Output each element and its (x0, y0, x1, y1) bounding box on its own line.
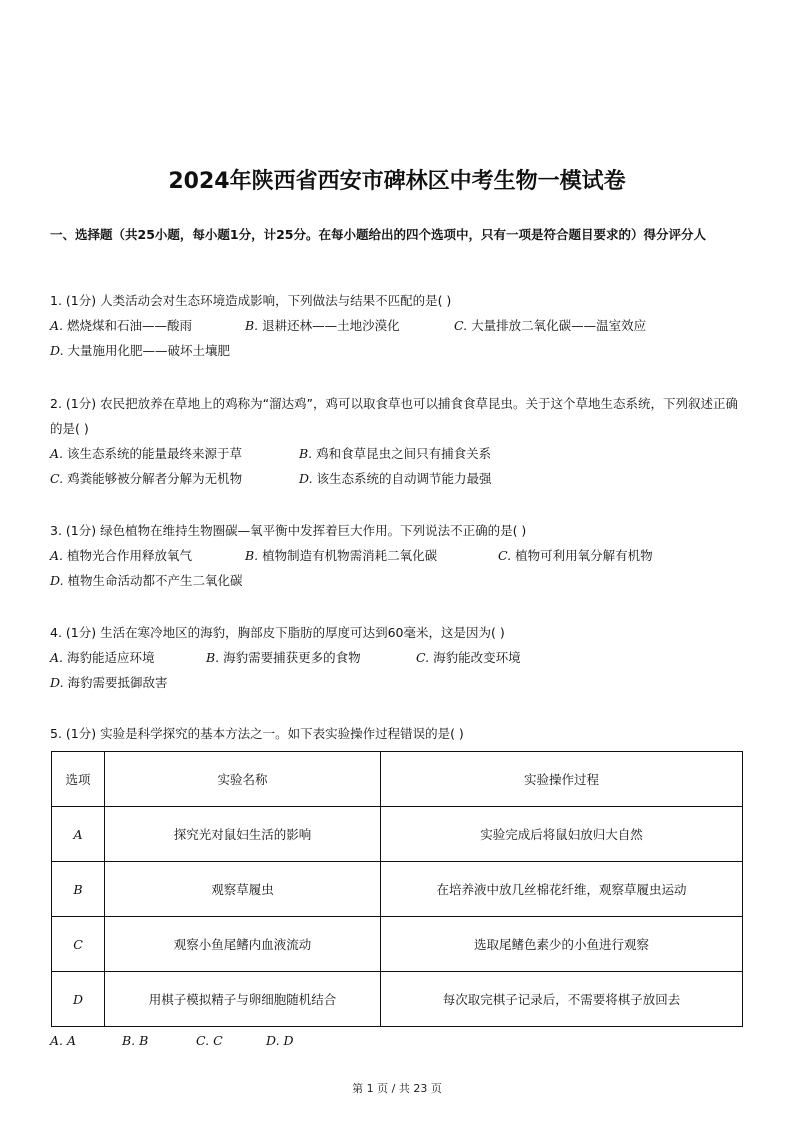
table-header-cell: 实验名称 (105, 752, 381, 807)
option-c[interactable]: C. C (196, 1033, 223, 1048)
option-b[interactable]: B. 植物制造有机物需消耗二氧化碳 (245, 548, 438, 563)
option-c[interactable]: C. 海豹能改变环境 (416, 650, 521, 665)
option-c[interactable]: C. 大量排放二氧化碳——温室效应 (454, 318, 647, 333)
question-stem: 1. (1分) 人类活动会对生态环境造成影响，下列做法与结果不匹配的是( ) (50, 293, 452, 308)
option-d[interactable]: D. 海豹需要抵御敌害 (50, 675, 168, 690)
option-a[interactable]: A. 植物光合作用释放氧气 (50, 548, 193, 563)
option-c[interactable]: C. 植物可利用氧分解有机物 (498, 548, 653, 563)
question-4 (50, 620, 750, 695)
table-cell: A (52, 807, 105, 862)
option-a[interactable]: A. 燃烧煤和石油——酸雨 (50, 318, 193, 333)
question-5-options (50, 1028, 450, 1053)
table-header-row (52, 752, 743, 807)
table-row (52, 972, 743, 1027)
table-header-cell: 实验操作过程 (381, 752, 743, 807)
option-d[interactable]: D. D (266, 1033, 294, 1048)
option-row (50, 645, 750, 670)
option-b[interactable]: B. 退耕还林——土地沙漠化 (245, 318, 400, 333)
table-row (52, 917, 743, 972)
section-heading: 一、选择题（共25小题，每小题1分，计25分。在每小题给出的四个选项中，只有一项是符合题目要求的）得分评分人 (50, 227, 706, 242)
exam-title: 2024年陕西省西安市碑林区中考生物一模试卷 (168, 169, 626, 194)
question-stem: 5. (1分) 实验是科学探究的基本方法之一。如下表实验操作过程错误的是( ) (50, 726, 464, 741)
table-cell: 探究光对鼠妇生活的影响 (105, 807, 381, 862)
table-cell: D (52, 972, 105, 1027)
option-a[interactable]: A. 该生态系统的能量最终来源于草 (50, 446, 243, 461)
table-row (52, 807, 743, 862)
table-cell: 每次取完棋子记录后，不需要将棋子放回去 (381, 972, 743, 1027)
option-row (50, 670, 750, 695)
option-row (50, 313, 750, 338)
page-footer: 第 1 页 / 共 23 页 (352, 1082, 442, 1095)
option-row (50, 543, 750, 568)
table-cell: 观察小鱼尾鳍内血液流动 (105, 917, 381, 972)
table-cell: 选取尾鳍色素少的小鱼进行观察 (381, 917, 743, 972)
option-d[interactable]: D. 大量施用化肥——破坏土壤肥 (50, 343, 231, 358)
option-d[interactable]: D. 植物生命活动都不产生二氧化碳 (50, 573, 243, 588)
table-cell: C (52, 917, 105, 972)
option-b[interactable]: B. B (122, 1033, 149, 1048)
option-a[interactable]: A. 海豹能适应环境 (50, 650, 155, 665)
question-3 (50, 518, 750, 593)
option-a[interactable]: A. A (50, 1033, 77, 1048)
question-stem: 2. (1分) 农民把放养在草地上的鸡称为“溜达鸡”，鸡可以取食草也可以捕食食草昆虫。关于这个草地生态系统，下列叙述正确的是( ) (50, 396, 739, 436)
table-cell: 在培养液中放几丝棉花纤维，观察草履虫运动 (381, 862, 743, 917)
option-row (50, 568, 750, 593)
table-cell: 实验完成后将鼠妇放归大自然 (381, 807, 743, 862)
table-cell: 用棋子模拟精子与卵细胞随机结合 (105, 972, 381, 1027)
option-b[interactable]: B. 鸡和食草昆虫之间只有捕食关系 (299, 446, 492, 461)
option-b[interactable]: B. 海豹需要捕获更多的食物 (206, 650, 361, 665)
experiment-table (51, 751, 743, 1027)
table-row (52, 862, 743, 917)
option-d[interactable]: D. 该生态系统的自动调节能力最强 (299, 471, 492, 486)
question-stem: 4. (1分) 生活在寒冷地区的海豹，胸部皮下脂肪的厚度可达到60毫米，这是因为( ) (50, 625, 505, 640)
table-cell: 观察草履虫 (105, 862, 381, 917)
table-cell: B (52, 862, 105, 917)
option-c[interactable]: C. 鸡粪能够被分解者分解为无机物 (50, 471, 243, 486)
option-row (50, 441, 750, 466)
question-2 (50, 391, 750, 491)
option-row (50, 338, 750, 363)
question-5 (50, 721, 750, 746)
option-row (50, 466, 750, 491)
question-stem: 3. (1分) 绿色植物在维持生物圈碳—氧平衡中发挥着巨大作用。下列说法不正确的是( ) (50, 523, 527, 538)
table-header-cell: 选项 (52, 752, 105, 807)
question-1 (50, 288, 750, 363)
